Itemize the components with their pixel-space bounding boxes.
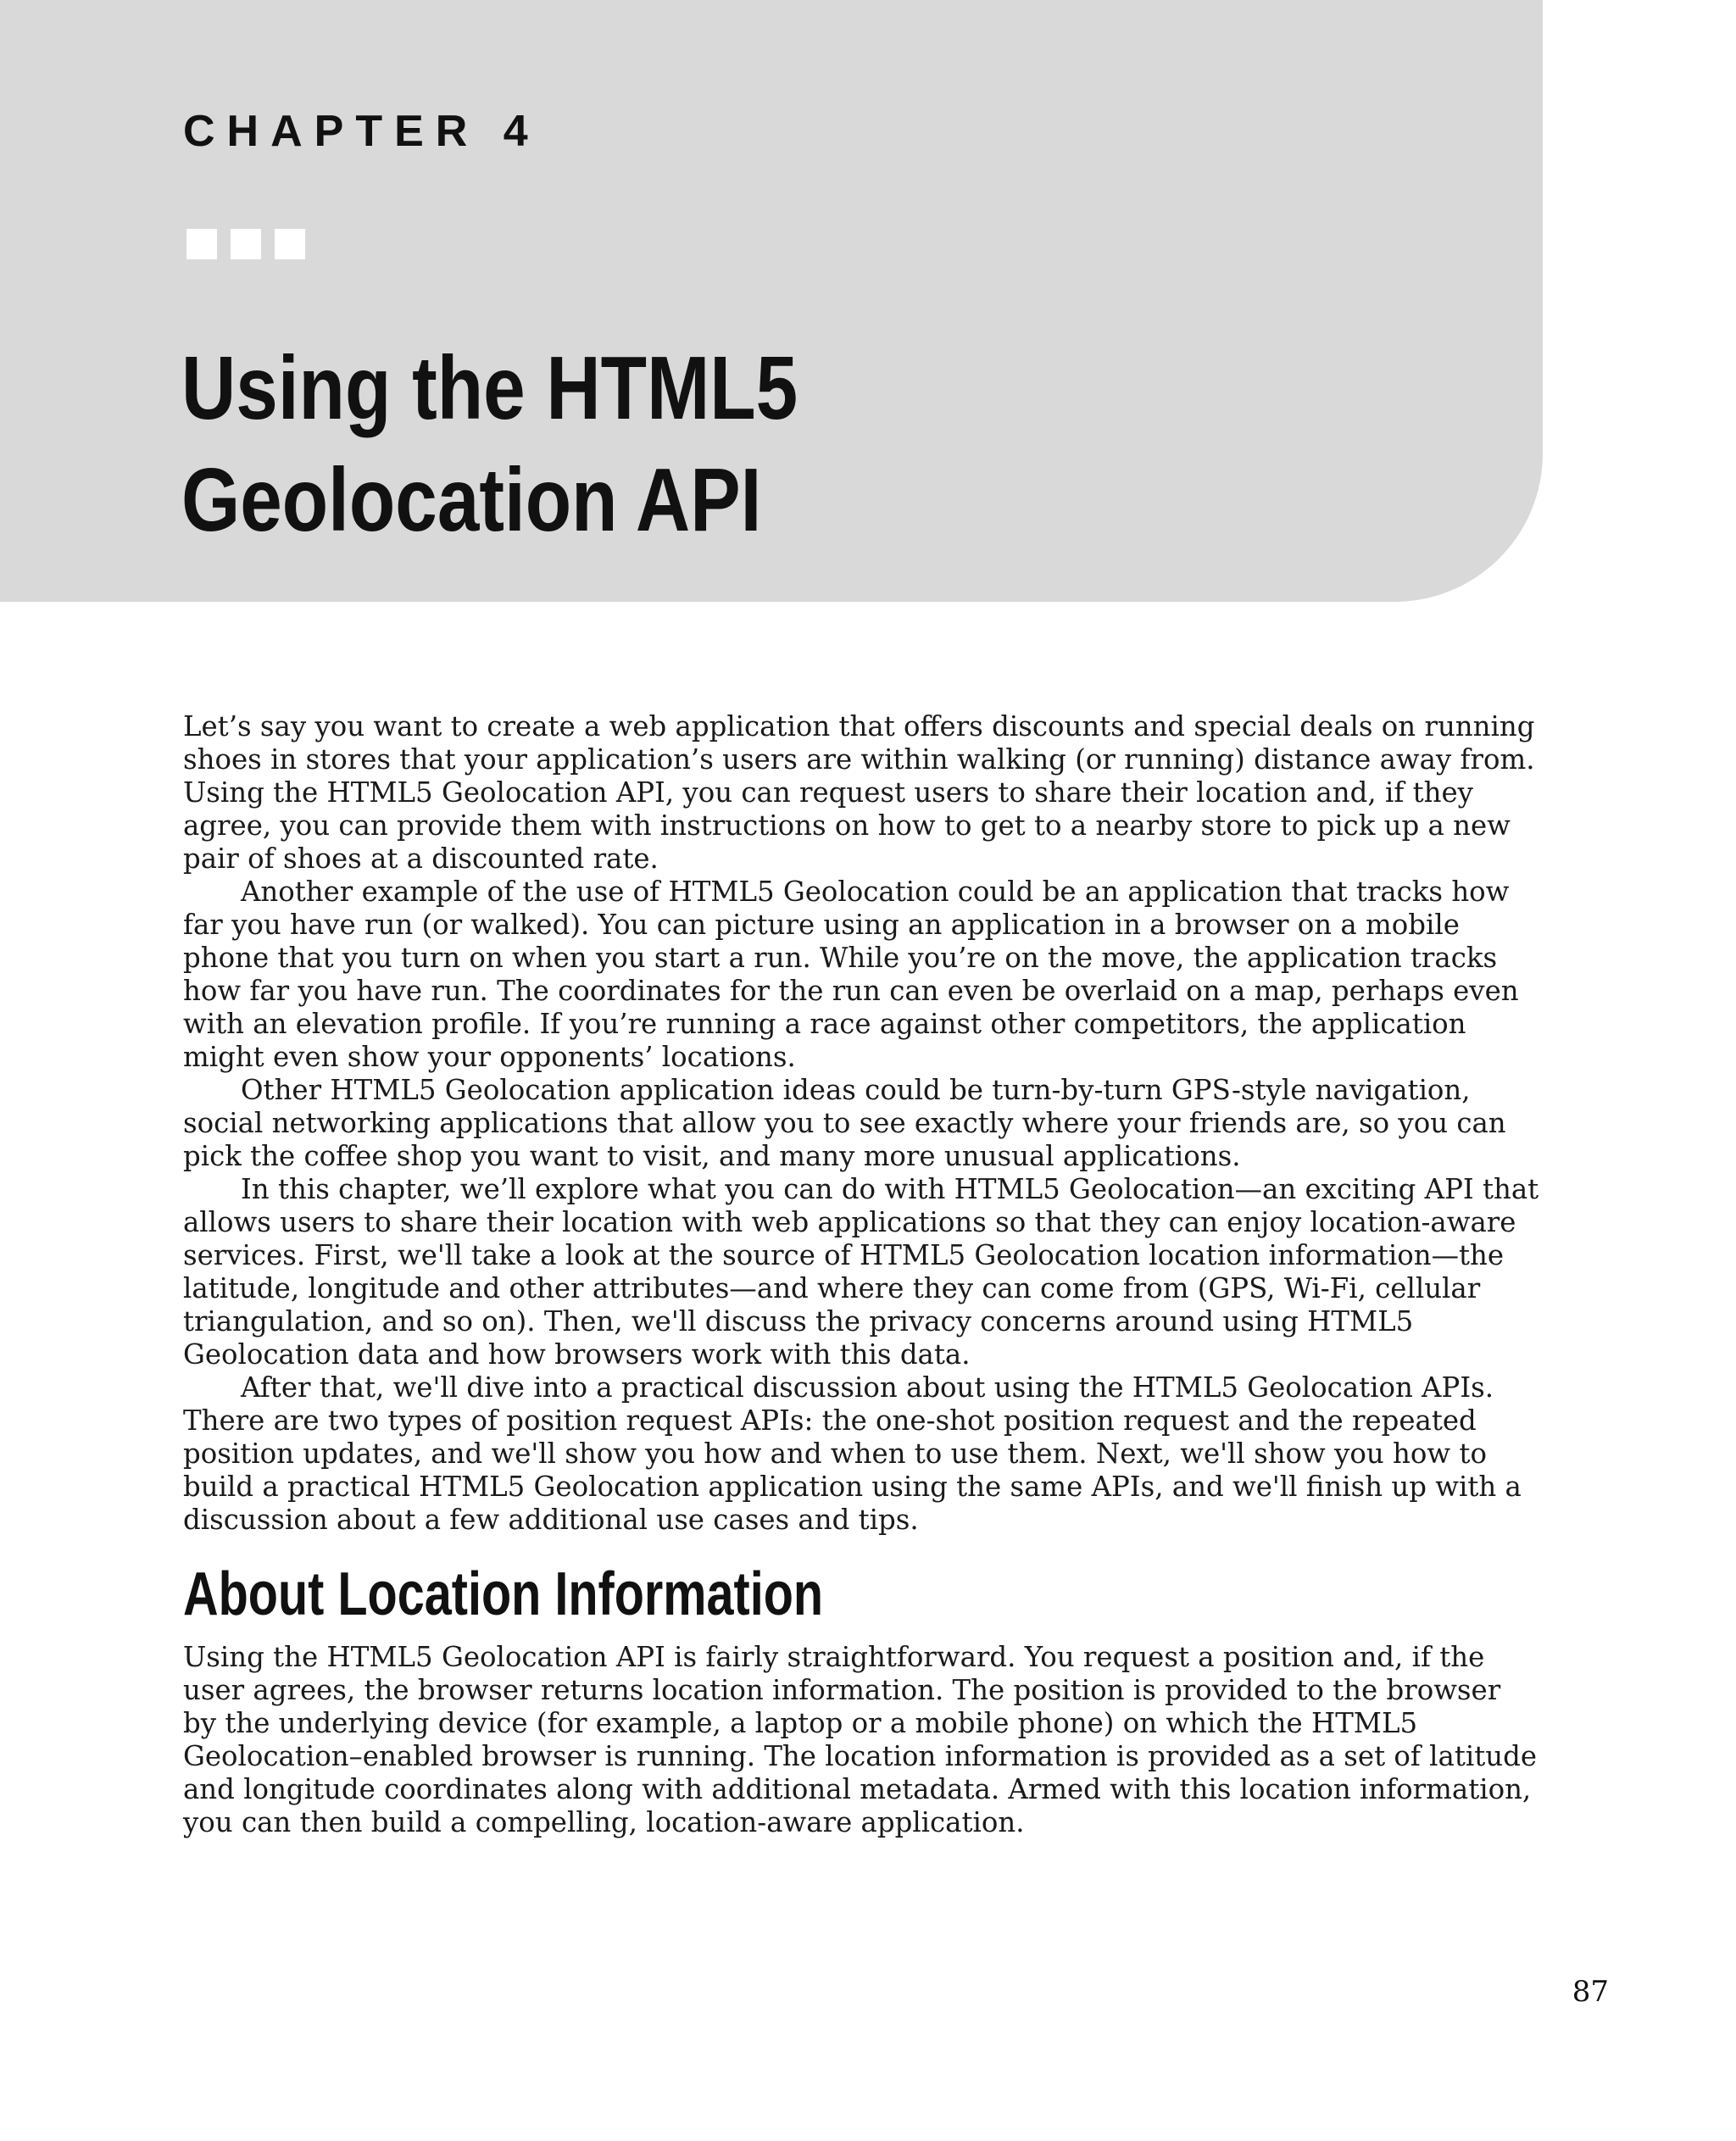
chapter-banner	[0, 0, 1543, 602]
chapter-mark	[231, 229, 261, 259]
section-paragraph: Using the HTML5 Geolocation API is fairly straightforward. You request a position and, if the user agrees, the browser returns location information. The position is provided to the browser by the underlying device (for example, a laptop or a mobile phone) on which the HTML5 Geolocation–enabled browser is running. The location information is provided as a set of latitude and longitude coordinates along with additional metadata. Armed with this location information, you can then build a compelling, location-aware application.	[183, 1641, 1537, 1838]
section-heading: About Location Information	[183, 1560, 824, 1628]
chapter-label: CHAPTER 4	[183, 107, 540, 156]
intro-paragraph: Let’s say you want to create a web application that offers discounts and special deals on running shoes in stores that your application’s users are within walking (or running) distance away from. Using the HTML5 Geolocation API, you can request users to share their location and, if they agree, you can provide them with instructions on how to get to a nearby store to pick up a new pair of shoes at a discounted rate.	[183, 710, 1535, 875]
chapter-mark	[275, 229, 305, 259]
intro-paragraph: Another example of the use of HTML5 Geolocation could be an application that tracks how far you have run (or walked). You can picture using an application in a browser on a mobile phone that you turn on when you start a run. While you’re on the move, the application tracks how far you have run. The coordinates for the run can even be overlaid on a map, perhaps even with an elevation profile. If you’re running a race against other competitors, the application might even show your opponents’ locations.	[183, 876, 1519, 1073]
page-number: 87	[1572, 1975, 1609, 2009]
intro-text	[183, 710, 1539, 1537]
intro-paragraph: After that, we'll dive into a practical discussion about using the HTML5 Geolocation APIs. There are two types of position request APIs: the one-shot position request and the repeated position updates, and we'll show you how and when to use them. Next, we'll show you how to build a practical HTML5 Geolocation application using the same APIs, and we'll finish up with a discussion about a few additional use cases and tips.	[183, 1371, 1522, 1536]
section-text	[183, 1641, 1539, 1839]
intro-paragraph: In this chapter, we’ll explore what you can do with HTML5 Geolocation—an exciting API that allows users to share their location with web applications so that they can enjoy location-aware services. First, we'll take a look at the source of HTML5 Geolocation location information—the latitude, longitude and other attributes—and where they can come from (GPS, Wi-Fi, cellular triangulation, and so on). Then, we'll discuss the privacy concerns around using HTML5 Geolocation data and how browsers work with this data.	[183, 1173, 1539, 1371]
chapter-mark	[186, 229, 217, 259]
chapter-title: Using the HTML5 Geolocation API	[181, 338, 798, 550]
intro-paragraph: Other HTML5 Geolocation application ideas could be turn-by-turn GPS-style navigation, social networking applications that allow you to see exactly where your friends are, so you can pick the coffee shop you want to visit, and many more unusual applications.	[183, 1074, 1506, 1172]
chapter-marks	[186, 229, 305, 259]
